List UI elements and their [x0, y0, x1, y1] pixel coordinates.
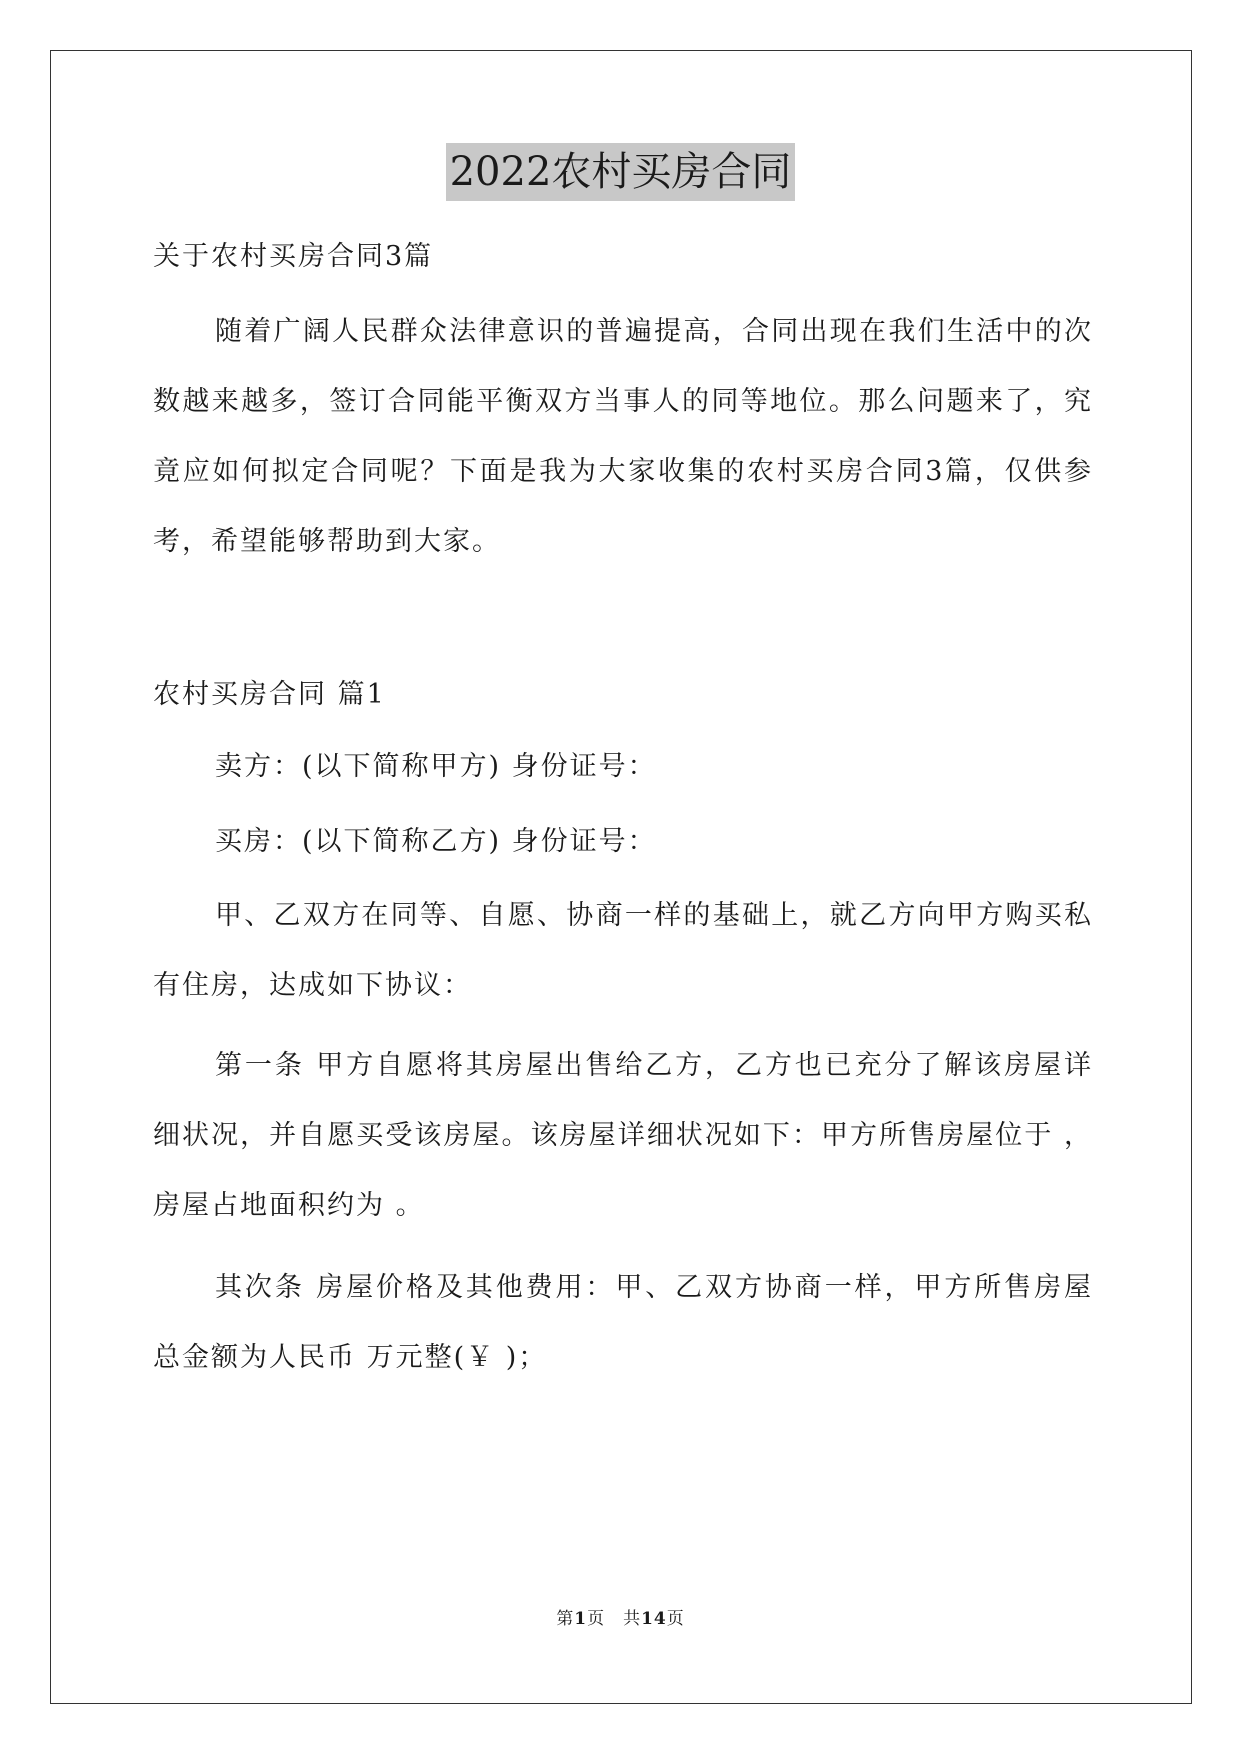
seller-line: 卖方：(以下简称甲方) 身份证号： — [215, 751, 657, 782]
agreement-paragraph: 甲、乙双方在同等、自愿、协商一样的基础上，就乙方向甲方购买私有住房，达成如下协议： — [153, 900, 1093, 1001]
total-page-number: 14 — [641, 1609, 667, 1629]
section-heading: 农村买房合同 篇1 — [153, 679, 386, 710]
article-2-paragraph: 其次条 房屋价格及其他费用：甲、乙双方协商一样，甲方所售房屋总金额为人民币 万元整(￥ )； — [153, 1272, 1093, 1373]
document-title: 2022农村买房合同 — [0, 152, 1241, 192]
buyer-line: 买房：(以下简称乙方) 身份证号： — [215, 826, 657, 857]
current-page-number: 1 — [574, 1609, 588, 1629]
document-subtitle: 关于农村买房合同3篇 — [153, 241, 434, 272]
page-footer: 第1页 共14页 — [556, 1609, 685, 1629]
intro-paragraph: 随着广阔人民群众法律意识的普遍提高，合同出现在我们生活中的次数越来越多，签订合同能平衡双方当事人的同等地位。那么问题来了，究竟应如何拟定合同呢？下面是我为大家收集的农村买房合同3篇，仅供参考，希望能够帮助到大家。 — [153, 316, 1093, 557]
article-1-paragraph: 第一条 甲方自愿将其房屋出售给乙方，乙方也已充分了解该房屋详细状况，并自愿买受该房屋。该房屋详细状况如下：甲方所售房屋位于 ，房屋占地面积约为 。 — [153, 1050, 1093, 1221]
